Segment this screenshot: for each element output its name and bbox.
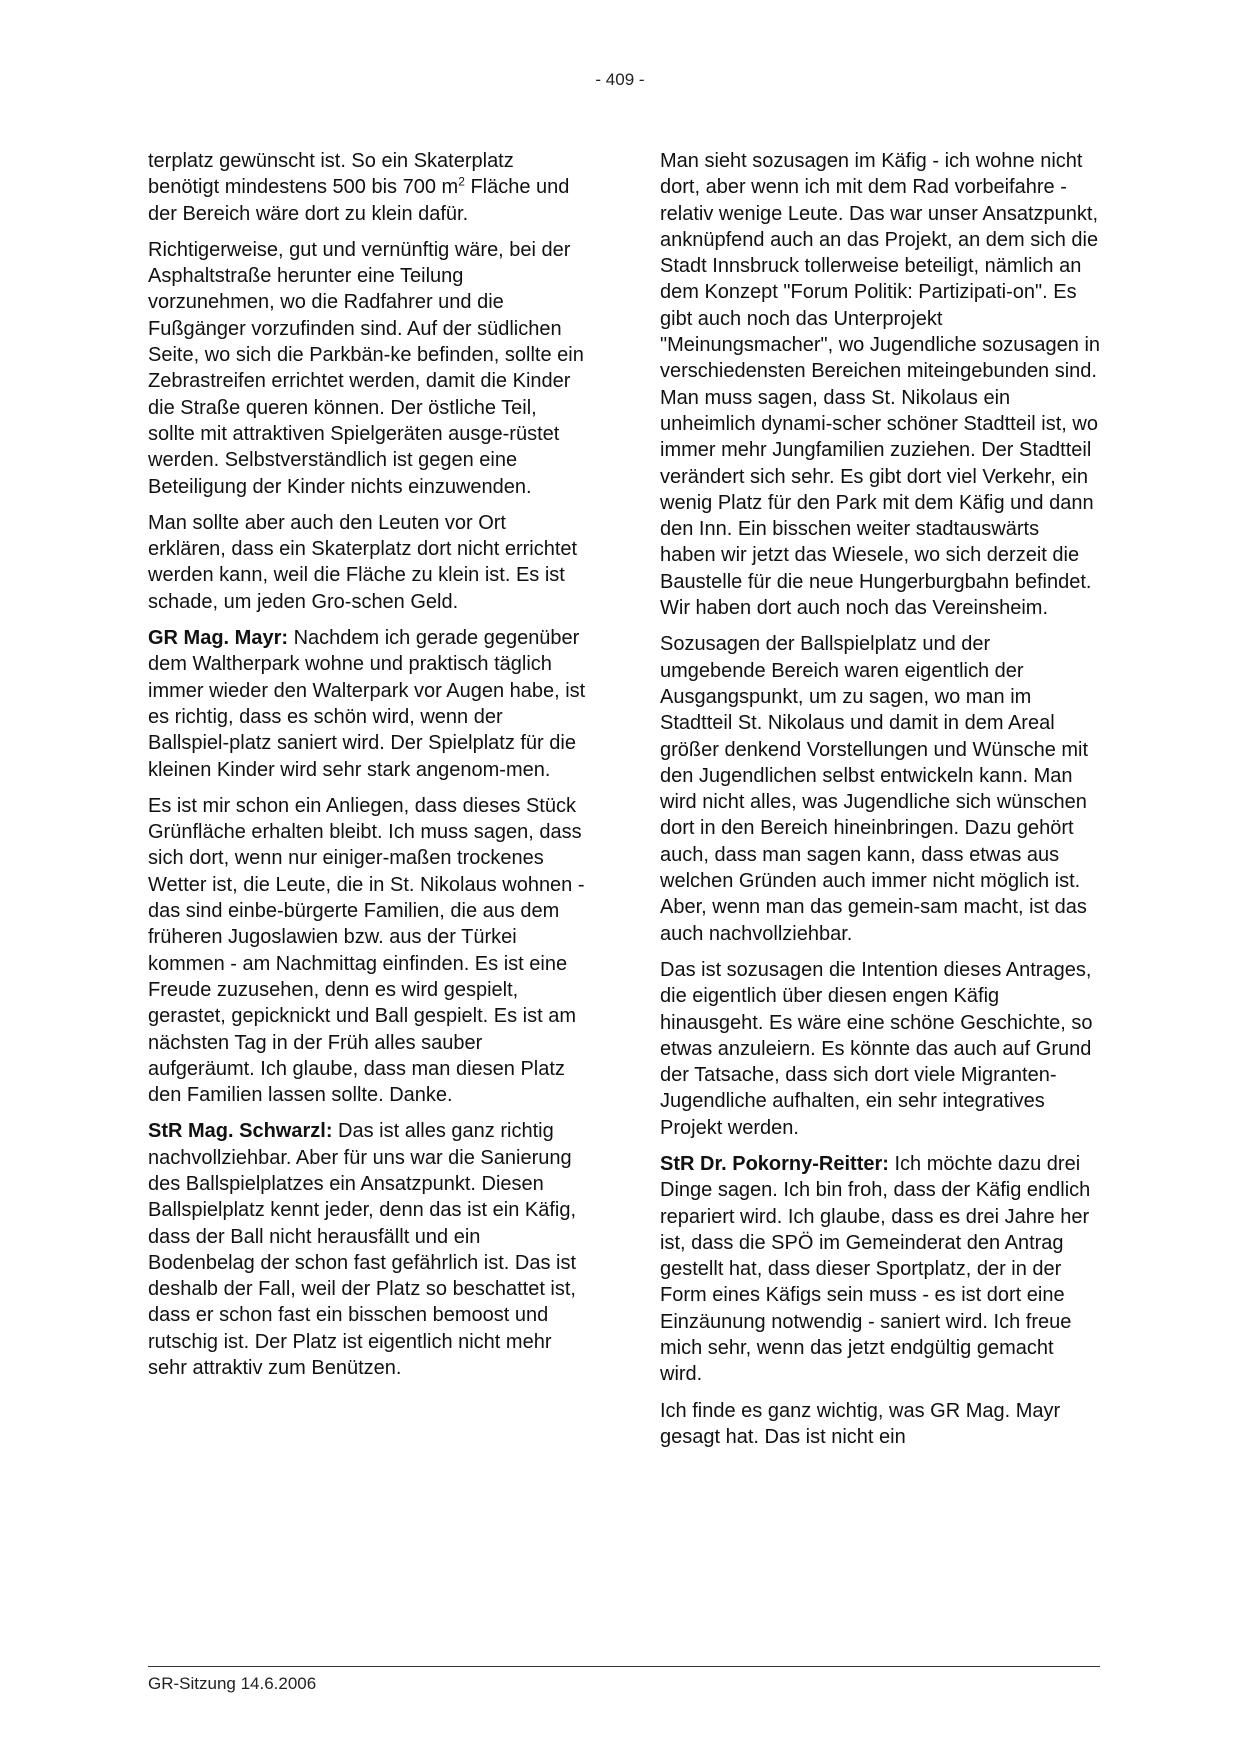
paragraph: Das ist sozusagen die Intention dieses Antrages, die eigentlich über diesen engen Käfig hinausgeht. Es wäre eine schöne Geschichte, so etwas anzuleiern. Es könnte das auch auf Grund der Tatsache, dass sich dort viele Migranten-Jugendliche aufhalten, ein sehr integratives Projekt werden. xyxy=(660,958,1093,1139)
paragraph xyxy=(148,625,588,783)
paragraph xyxy=(660,1151,1100,1388)
left-column xyxy=(148,148,588,1391)
right-column xyxy=(660,148,1100,1460)
speaker-name: GR Mag. Mayr: xyxy=(148,627,289,650)
paragraph-text: Ich möchte dazu drei Dinge sagen. Ich bin froh, dass der Käfig endlich repariert wird. Ich glaube, dass es drei Jahre her ist, dass die SPÖ im Gemeinderat den Antrag gestellt hat, dass dieser Sportplatz, der in der Form eines Käfigs sein muss - es ist dort eine Einzäunung notwendig - saniert wird. Ich freue mich sehr, wenn das jetzt endgültig gemacht wird. xyxy=(660,1152,1091,1386)
paragraph xyxy=(148,1118,588,1381)
page-number: - 409 - xyxy=(595,70,645,89)
paragraph: Richtigerweise, gut und vernünftig wäre, bei der Asphaltstraße herunter eine Teilung vorzunehmen, wo die Radfahrer und die Fußgänger vorzufinden sind. Auf der südlichen Seite, wo sich die Parkbän-ke befinden, sollte ein Zebrastreifen errichtet werden, damit die Kinder die Straße queren können. Der östliche Teil, sollte mit attraktiven Spielgeräten ausge-rüstet werden. Selbstverständlich ist gegen eine Beteiligung der Kinder nichts einzuwenden. xyxy=(148,238,584,498)
paragraph: Sozusagen der Ballspielplatz und der umgebende Bereich waren eigentlich der Ausgangspunkt, um zu sagen, wo man im Stadtteil St. Nikolaus und damit in dem Areal größer denkend Vorstellungen und Wünsche mit den Jugendlichen selbst entwickeln kann. Man wird nicht alles, was Jugendliche sich wünschen dort in den Bereich hineinbringen. Dazu gehört auch, dass man sagen kann, dass etwas aus welchen Gründen auch immer nicht möglich ist. Aber, wenn man das gemein-sam macht, ist das auch nachvollziehbar. xyxy=(660,633,1089,945)
speaker-name: StR Mag. Schwarzl: xyxy=(148,1120,333,1143)
footer-session-date: GR-Sitzung 14.6.2006 xyxy=(148,1674,317,1693)
superscript: 2 xyxy=(458,174,465,189)
paragraph-text: Fläche und der Bereich wäre dort zu klein dafür. xyxy=(148,176,570,225)
paragraph-text: Nachdem ich gerade gegenüber dem Waltherpark wohne und praktisch täglich immer wieder den Walterpark vor Augen habe, ist es richtig, dass es schön wird, wenn der Ballspiel-platz saniert wird. Der Spielplatz für die kleinen Kinder wird sehr stark angenom-men. xyxy=(148,627,586,781)
paragraph: Man sollte aber auch den Leuten vor Ort erklären, dass ein Skaterplatz dort nicht errichtet werden kann, weil die Fläche zu klein ist. Es ist schade, um jeden Gro-schen Geld. xyxy=(148,511,578,613)
paragraph: Es ist mir schon ein Anliegen, dass dieses Stück Grünfläche erhalten bleibt. Ich muss sagen, dass sich dort, wenn nur einiger-maßen trockenes Wetter ist, die Leute, die in St. Nikolaus wohnen - das sind einbe-bürgerte Familien, die aus dem früheren Jugoslawien bzw. aus der Türkei kommen - am Nachmittag einfinden. Es ist eine Freude zuzusehen, denn es wird gespielt, gerastet, gepicknickt und Ball gespielt. Es ist am nächsten Tag in der Früh alles sauber aufgeräumt. Ich glaube, dass man diesen Platz den Familien lassen sollte. Danke. xyxy=(148,794,585,1107)
footer-divider xyxy=(148,1666,1100,1667)
speaker-name: StR Dr. Pokorny-Reitter: xyxy=(660,1152,889,1175)
paragraph: Ich finde es ganz wichtig, was GR Mag. Mayr gesagt hat. Das ist nicht ein xyxy=(660,1399,1061,1448)
paragraph-text: terplatz gewünscht ist. So ein Skaterplatz benötigt mindestens 500 bis 700 m xyxy=(148,150,514,199)
paragraph: Man sieht sozusagen im Käfig - ich wohne nicht dort, aber wenn ich mit dem Rad vorbeifahre - relativ wenige Leute. Das war unser Ansatzpunkt, anknüpfend auch an das Projekt, an dem sich die Stadt Innsbruck tollerweise beteiligt, nämlich an dem Konzept "Forum Politik: Partizipati-on". Es gibt auch noch das Unterprojekt "Meinungsmacher", wo Jugendliche sozusagen in verschiedensten Bereichen miteingebunden sind. Man muss sagen, dass St. Nikolaus ein unheimlich dynami-scher schöner Stadtteil ist, wo immer mehr Jungfamilien zuziehen. Der Stadtteil verändert sich sehr. Es gibt dort viel Verkehr, ein wenig Platz für den Park mit dem Käfig und dann den Inn. Ein bisschen weiter stadtauswärts haben wir jetzt das Wiesele, wo sich derzeit die Baustelle für die neue Hungerburgbahn befindet. Wir haben dort auch noch das Vereinsheim. xyxy=(660,150,1101,620)
paragraph-text: Das ist alles ganz richtig nachvollziehbar. Aber für uns war die Sanierung des Ballspielplatzes ein Ansatzpunkt. Diesen Ballspielplatz kennt jeder, denn das ist ein Käfig, dass der Ball nicht herausfällt und ein Bodenbelag der schon fast gefährlich ist. Das ist deshalb der Fall, weil der Platz so beschattet ist, dass er schon fast ein bisschen bemoost und rutschig ist. Der Platz ist eigentlich nicht mehr sehr attraktiv zum Benützen. xyxy=(148,1120,577,1380)
paragraph xyxy=(148,148,588,227)
